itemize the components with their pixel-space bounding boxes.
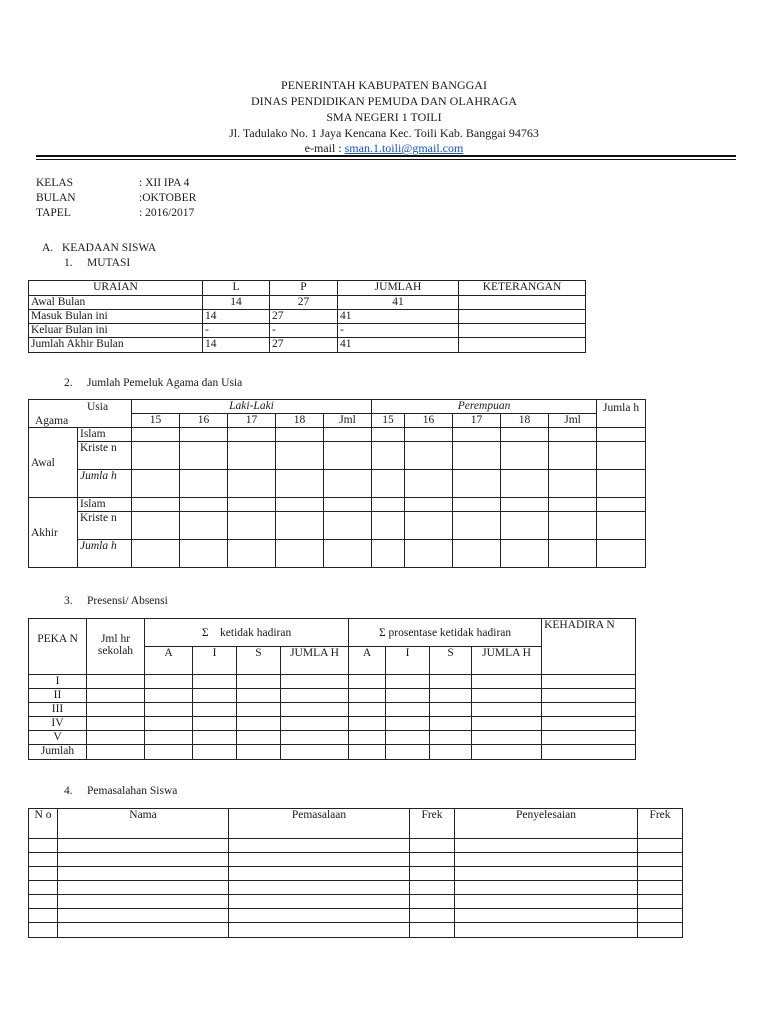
header-nama: Nama xyxy=(58,809,229,839)
table-row xyxy=(29,923,683,938)
mutasi-cell: 27 xyxy=(270,310,338,324)
mutasi-table xyxy=(28,280,586,353)
header-divider-thin xyxy=(36,159,736,160)
col-i: I xyxy=(386,647,430,675)
mutasi-cell xyxy=(459,310,586,324)
table-row xyxy=(29,310,586,324)
ketidak-hadiran-header xyxy=(145,619,349,647)
pekan-row-label: Jumlah xyxy=(29,745,87,760)
mutasi-cell: 14 xyxy=(203,296,270,310)
info-value-tapel: : 2016/2017 xyxy=(139,207,195,219)
info-value-bulan: :OKTOBER xyxy=(139,192,197,204)
table-row xyxy=(29,512,646,540)
mutasi-header-p: P xyxy=(270,281,338,296)
agama-usia-corner xyxy=(29,400,132,428)
mutasi-header-row xyxy=(29,281,586,296)
info-values xyxy=(139,176,196,221)
pekan-row-label: III xyxy=(29,703,87,717)
agama-header-row-1 xyxy=(29,400,646,414)
ketidak-hadiran-label: ketidak hadiran xyxy=(220,626,292,639)
row-label-jumlah: Jumla h xyxy=(78,470,132,498)
mutasi-cell: Awal Bulan xyxy=(29,296,203,310)
laki-age-17: 17 xyxy=(228,414,276,428)
pekan-row-label: V xyxy=(29,731,87,745)
info-label-kelas: KELAS xyxy=(36,177,74,189)
perempuan-jml: Jml xyxy=(549,414,597,428)
col-i: I xyxy=(193,647,237,675)
table-row xyxy=(29,338,586,353)
laki-age-16: 16 xyxy=(180,414,228,428)
table-row xyxy=(29,745,636,760)
info-value-kelas: : XII IPA 4 xyxy=(139,177,190,189)
section-a-letter: A. xyxy=(42,242,54,254)
agama-jumlah-header: Jumla h xyxy=(597,400,646,428)
mutasi-title: MUTASI xyxy=(87,257,131,269)
col-a: A xyxy=(145,647,193,675)
prosentase-header: Σ prosentase ketidak hadiran xyxy=(349,619,542,647)
info-labels xyxy=(36,176,76,221)
header-frek: Frek xyxy=(638,809,683,839)
letterhead-line-2: DINAS PENDIDIKAN PEMUDA DAN OLAHRAGA xyxy=(251,94,517,108)
table-row xyxy=(29,881,683,895)
header-penyelesaian: Penyelesaian xyxy=(455,809,638,839)
perempuan-header: Perempuan xyxy=(372,400,597,414)
table-row xyxy=(29,895,683,909)
header-frek: Frek xyxy=(410,809,455,839)
table-row xyxy=(29,839,683,853)
agama-usia-table xyxy=(28,399,646,568)
col-jumlah: JUMLA H xyxy=(281,647,349,675)
table-row xyxy=(29,540,646,568)
mutasi-number: 1. xyxy=(64,257,73,269)
mutasi-cell xyxy=(459,338,586,353)
table-row xyxy=(29,909,683,923)
group-akhir: Akhir xyxy=(29,498,78,568)
email-link[interactable]: sman.1.toili@gmail.com xyxy=(344,141,464,155)
presensi-header-row-1 xyxy=(29,619,636,647)
table-row xyxy=(29,296,586,310)
sigma-icon: Σ xyxy=(201,626,209,639)
presensi-number: 3. xyxy=(64,595,73,607)
table-row xyxy=(29,442,646,470)
row-label-jumlah: Jumla h xyxy=(78,540,132,568)
pekan-header: PEKA N xyxy=(29,619,87,675)
perempuan-age-17: 17 xyxy=(453,414,501,428)
header-divider-thick xyxy=(36,155,736,157)
table-row xyxy=(29,703,636,717)
mutasi-cell: 27 xyxy=(270,296,338,310)
pemasalahan-number: 4. xyxy=(64,785,73,797)
agama-title: Jumlah Pemeluk Agama dan Usia xyxy=(87,377,243,389)
table-row xyxy=(29,470,646,498)
table-row xyxy=(29,675,636,689)
col-jumlah: JUMLA H xyxy=(472,647,542,675)
pekan-row-label: I xyxy=(29,675,87,689)
pekan-row-label: IV xyxy=(29,717,87,731)
laki-jml: Jml xyxy=(324,414,372,428)
mutasi-cell: - xyxy=(338,324,459,338)
group-awal: Awal xyxy=(29,428,78,498)
table-row xyxy=(29,731,636,745)
presensi-table xyxy=(28,618,636,760)
table-row xyxy=(29,324,586,338)
mutasi-cell: - xyxy=(270,324,338,338)
section-a-title: KEADAAN SISWA xyxy=(62,242,157,254)
mutasi-cell xyxy=(459,324,586,338)
col-s: S xyxy=(430,647,472,675)
letterhead-line-3: SMA NEGERI 1 TOILI xyxy=(326,110,442,124)
mutasi-cell: - xyxy=(203,324,270,338)
laki-age-18: 18 xyxy=(276,414,324,428)
mutasi-header-uraian: URAIAN xyxy=(29,281,203,296)
presensi-title: Presensi/ Absensi xyxy=(87,595,168,607)
table-row xyxy=(29,853,683,867)
info-label-tapel: TAPEL xyxy=(36,207,71,219)
table-row xyxy=(29,428,646,442)
pemasalahan-header-row xyxy=(29,809,683,839)
header-pemasalaan: Pemasalaan xyxy=(229,809,410,839)
usia-label: Usia xyxy=(87,401,109,413)
email-label: e-mail : xyxy=(304,141,345,155)
mutasi-cell: Keluar Bulan ini xyxy=(29,324,203,338)
perempuan-age-16: 16 xyxy=(405,414,453,428)
pekan-row-label: II xyxy=(29,689,87,703)
col-s: S xyxy=(237,647,281,675)
perempuan-age-15: 15 xyxy=(372,414,405,428)
agama-label: Agama xyxy=(35,415,69,427)
mutasi-cell: 41 xyxy=(338,338,459,353)
table-row xyxy=(29,867,683,881)
col-a: A xyxy=(349,647,386,675)
table-row xyxy=(29,689,636,703)
mutasi-cell xyxy=(459,296,586,310)
mutasi-cell: 41 xyxy=(338,296,459,310)
letterhead-address: Jl. Tadulako No. 1 Jaya Kencana Kec. Toili Kab. Banggai 94763 xyxy=(229,126,539,140)
row-label-kristen: Kriste n xyxy=(78,442,132,470)
jml-hr-sekolah-header: Jml hr sekolah xyxy=(87,619,145,675)
mutasi-cell: 14 xyxy=(203,338,270,353)
mutasi-header-keterangan: KETERANGAN xyxy=(459,281,586,296)
info-label-bulan: BULAN xyxy=(36,192,76,204)
row-label-kristen: Kriste n xyxy=(78,512,132,540)
mutasi-cell: Masuk Bulan ini xyxy=(29,310,203,324)
table-row xyxy=(29,498,646,512)
laki-laki-header: Laki-Laki xyxy=(132,400,372,414)
header-no: N o xyxy=(29,809,58,839)
kehadiran-header: KEHADIRA N xyxy=(542,619,636,675)
row-label-islam: Islam xyxy=(78,498,132,512)
mutasi-header-jumlah: JUMLAH xyxy=(338,281,459,296)
mutasi-header-l: L xyxy=(203,281,270,296)
pemasalahan-title: Pemasalahan Siswa xyxy=(87,785,178,797)
letterhead-line-1: PENERINTAH KABUPATEN BANGGAI xyxy=(281,78,487,92)
row-label-islam: Islam xyxy=(78,428,132,442)
agama-number: 2. xyxy=(64,377,73,389)
mutasi-cell: Jumlah Akhir Bulan xyxy=(29,338,203,353)
table-row xyxy=(29,717,636,731)
pemasalahan-table xyxy=(28,808,683,938)
mutasi-cell: 27 xyxy=(270,338,338,353)
mutasi-cell: 14 xyxy=(203,310,270,324)
perempuan-age-18: 18 xyxy=(501,414,549,428)
laki-age-15: 15 xyxy=(132,414,180,428)
mutasi-cell: 41 xyxy=(338,310,459,324)
